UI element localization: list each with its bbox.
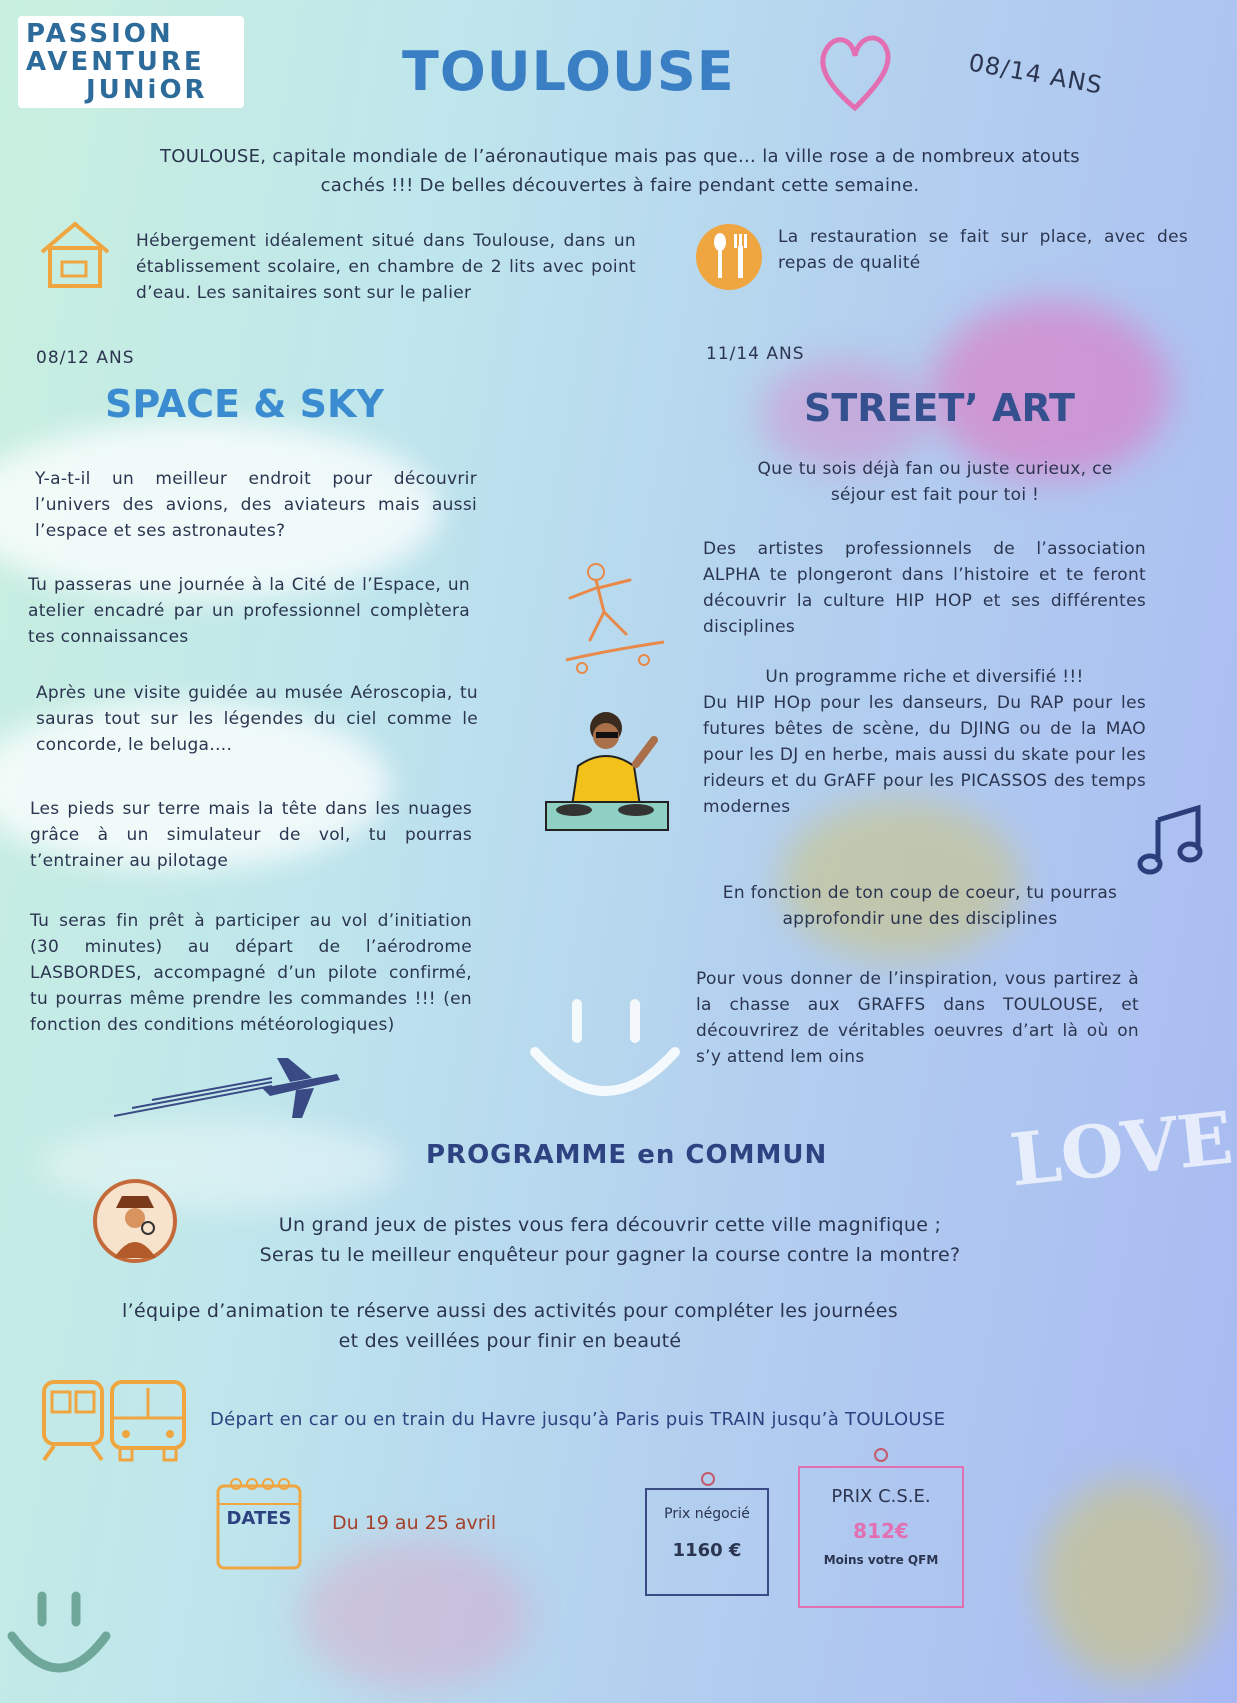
train-icon	[40, 1378, 106, 1462]
common-line-2a: l’équipe d’animation te réserve aussi des activités pour compléter les journées	[122, 1300, 898, 1322]
street-paragraph-2: Des artistes professionnels de l’association ALPHA te plongeront dans l’histoire et te feront découvrir la culture HIP HOP et ses différentes disciplines	[703, 539, 1146, 637]
love-graffiti: LOVE	[1006, 1094, 1237, 1203]
price-cse-label: PRIX C.S.E.	[831, 1486, 931, 1507]
space-paragraph-5: Tu seras fin prêt à participer au vol d’initiation (30 minutes) au départ de l’aérodrome LASBORDES, accompagné d’un pilote confirmé, tu pourras même prendre les commandes !!! (en fonction des conditions météorologiques)	[30, 911, 472, 1035]
space-title: SPACE & SKY	[105, 382, 384, 426]
price-cse-card	[798, 1466, 964, 1608]
street-paragraph-1: Que tu sois déjà fan ou juste curieux, ce séjour est fait pour toi !	[757, 459, 1113, 505]
age-range-badge: 08/14 ANS	[966, 48, 1105, 100]
food-text: La restauration se fait sur place, avec des repas de qualité	[778, 227, 1188, 273]
airplane-icon	[112, 1056, 342, 1126]
lodging-text: Hébergement idéalement situé dans Toulouse, dans un établissement scolaire, en chambre de 2 lits avec point d’eau. Les sanitaires sont sur le palier	[136, 231, 636, 303]
price-cse-note: Moins votre QFM	[823, 1553, 939, 1567]
common-line-1a: Un grand jeux de pistes vous fera découvrir cette ville magnifique ;	[278, 1214, 942, 1236]
pin-icon	[701, 1472, 715, 1486]
price-negotiated-label: Prix négocié	[664, 1506, 750, 1522]
pin-icon	[874, 1448, 888, 1462]
street-paragraph-3-title: Un programme riche et diversifié !!!	[765, 667, 1084, 687]
common-title: PROGRAMME en COMMUN	[426, 1140, 828, 1170]
price-negotiated-card	[645, 1488, 769, 1596]
house-icon	[36, 218, 114, 290]
price-cse-value: 812€	[853, 1519, 909, 1543]
intro-text: TOULOUSE, capitale mondiale de l’aéronautique mais pas que… la ville rose a de nombreux atouts cachés !!! De belles découvertes à faire pendant cette semaine.	[160, 146, 1080, 196]
restaurant-icon	[694, 222, 764, 292]
transport-text: Départ en car ou en train du Havre jusqu’à Paris puis TRAIN jusqu’à TOULOUSE	[210, 1409, 946, 1430]
smiley-graffiti-icon	[4, 1588, 114, 1698]
space-paragraph-3: Après une visite guidée au musée Aéroscopia, tu sauras tout sur les légendes du ciel comme le concorde, le beluga….	[36, 683, 478, 755]
common-line-2b: et des veillées pour finir en beauté	[338, 1330, 682, 1352]
space-paragraph-1: Y-a-t-il un meilleur endroit pour découvrir l’univers des avions, des aviateurs mais aussi l’espace et ses astronautes?	[35, 469, 477, 541]
space-paragraph-4: Les pieds sur terre mais la tête dans les nuages grâce à un simulateur de vol, tu pourras t’entrainer au pilotage	[30, 799, 472, 871]
street-age: 11/14 ANS	[706, 344, 805, 364]
street-paragraph-5: Pour vous donner de l’inspiration, vous partirez à la chasse aux GRAFFS dans TOULOUSE, et découvrirez de véritables oeuvres d’art là où on s’y attend lem oins	[696, 969, 1139, 1067]
smiley-graffiti-icon	[525, 990, 685, 1130]
space-paragraph-2: Tu passeras une journée à la Cité de l’Espace, un atelier encadré par un professionnel complètera tes connaissances	[28, 575, 470, 647]
olive-spray-decoration	[1040, 1480, 1220, 1680]
page-title: TOULOUSE	[402, 40, 735, 103]
street-paragraph-4: En fonction de ton coup de coeur, tu pourras approfondir une des disciplines	[722, 883, 1118, 929]
music-note-icon	[1138, 800, 1200, 880]
price-negotiated-value: 1160 €	[672, 1540, 742, 1561]
street-title: STREET’ ART	[804, 386, 1075, 430]
logo-line3: JUNiOR	[86, 75, 208, 105]
dj-icon	[544, 706, 670, 834]
space-age: 08/12 ANS	[36, 348, 135, 368]
skateboarder-icon	[560, 562, 670, 682]
bus-icon	[108, 1378, 188, 1464]
dates-label: DATES	[226, 1508, 292, 1529]
logo-line2: AVENTURE	[26, 47, 205, 77]
pink-spray-decoration	[300, 1540, 530, 1690]
heart-icon	[815, 28, 895, 118]
dates-value: Du 19 au 25 avril	[332, 1512, 497, 1534]
common-line-1b: Seras tu le meilleur enquêteur pour gagner la course contre la montre?	[259, 1244, 961, 1266]
logo-line1: PASSION	[26, 19, 174, 49]
logo	[18, 16, 244, 108]
street-paragraph-3: Du HIP HOp pour les danseurs, Du RAP pour les futures bêtes de scène, du DJING ou de la MAO pour les DJ en herbe, mais aussi du skate pour les rideurs et du GrAFF pour les PICASSOS des temps modernes	[703, 693, 1146, 817]
